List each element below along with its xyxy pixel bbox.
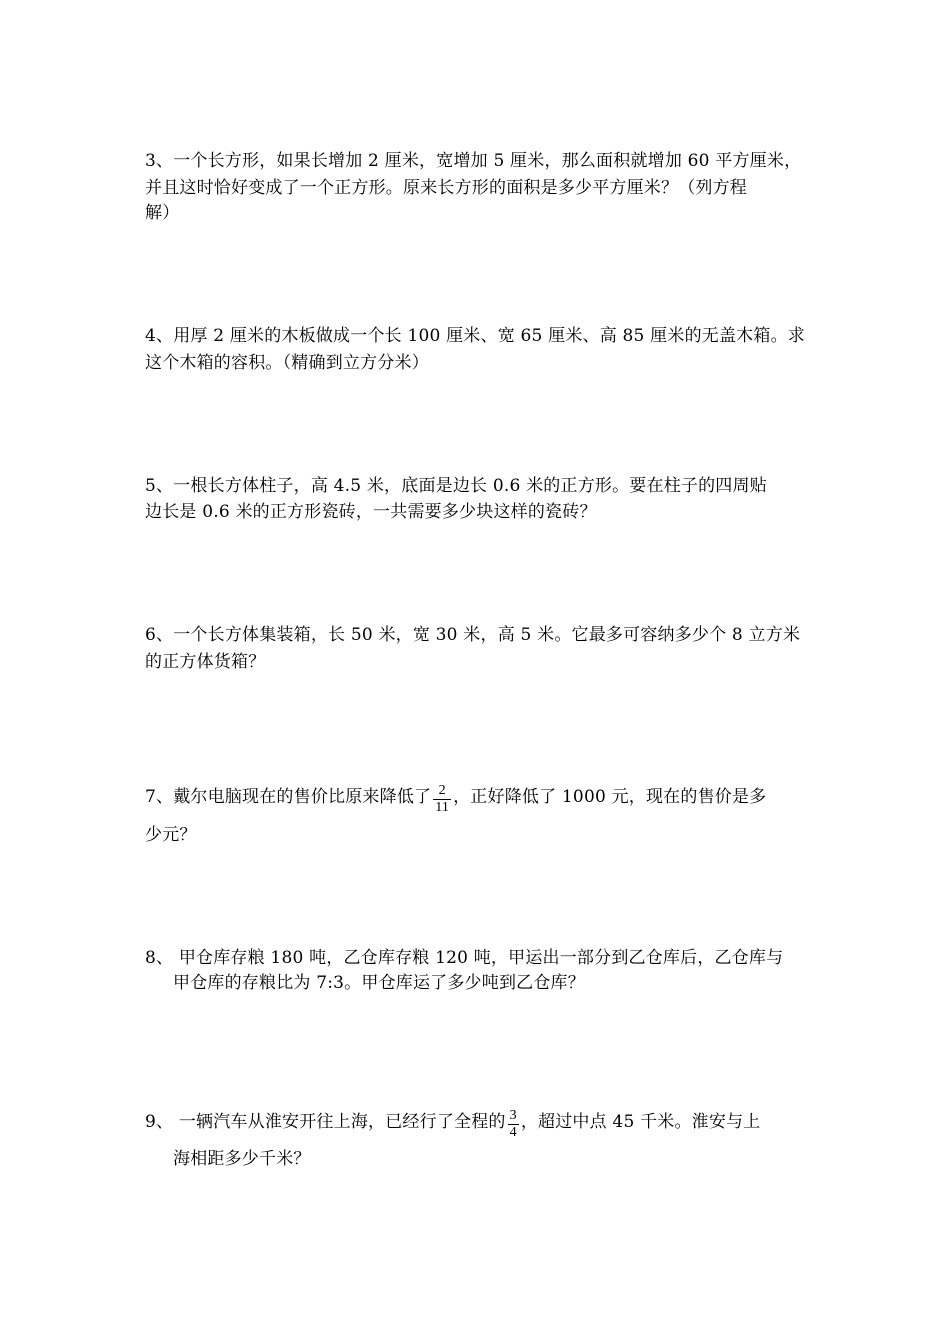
question-7-line-2: 少元？ (145, 825, 197, 845)
question-4-line-1: 4、用厚 2 厘米的木板做成一个长 100 厘米、宽 65 厘米、高 85 厘米的无盖木箱。求 (145, 326, 805, 346)
question-7-text-after-fraction: ，正好降低了 1000 元，现在的售价是多 (453, 787, 767, 807)
question-5-line-1: 5、一根长方体柱子，高 4.5 米，底面是边长 0.6 米的正方形。要在柱子的四周贴 (145, 476, 767, 496)
question-7-line-1 (145, 781, 766, 814)
question-9-fraction (508, 1108, 519, 1141)
question-3-line-2: 并且这时恰好变成了一个正方形。原来长方形的面积是多少平方厘米？（列方程 (145, 178, 747, 198)
fraction-denominator: 4 (509, 1125, 517, 1140)
fraction-denominator: 11 (435, 800, 450, 815)
question-6-line-1: 6、一个长方体集装箱，长 50 米，宽 30 米，高 5 米。它最多可容纳多少个 8 立方米 (145, 625, 801, 645)
question-7-text-before-fraction: 7、戴尔电脑现在的售价比原来降低了 (145, 787, 432, 807)
question-9-text-before-fraction: 9、 一辆汽车从淮安开往上海，已经行了全程的 (145, 1112, 506, 1132)
fraction-numerator: 2 (438, 783, 446, 798)
question-6-line-2: 的正方体货箱？ (145, 652, 266, 672)
question-8-line-1: 8、 甲仓库存粮 180 吨，乙仓库存粮 120 吨，甲运出一部分到乙仓库后，乙仓库与 (145, 948, 784, 968)
question-9-line-2: 海相距多少千米？ (173, 1149, 311, 1169)
question-8-line-2: 甲仓库的存粮比为 7:3。甲仓库运了多少吨到乙仓库？ (173, 973, 585, 993)
question-3-line-1: 3、一个长方形，如果长增加 2 厘米，宽增加 5 厘米，那么面积就增加 60 平方厘米， (145, 151, 802, 171)
question-5-line-2: 边长是 0.6 米的正方形瓷砖，一共需要多少块这样的瓷砖？ (145, 502, 597, 522)
question-4-line-2: 这个木箱的容积。（精确到立方分米） (145, 353, 429, 373)
question-9-line-1 (145, 1106, 760, 1139)
question-9-text-after-fraction: ，超过中点 45 千米。淮安与上 (520, 1112, 761, 1132)
fraction-numerator: 3 (509, 1108, 517, 1123)
question-3-line-3: 解） (145, 203, 180, 223)
question-7-fraction (433, 783, 451, 816)
